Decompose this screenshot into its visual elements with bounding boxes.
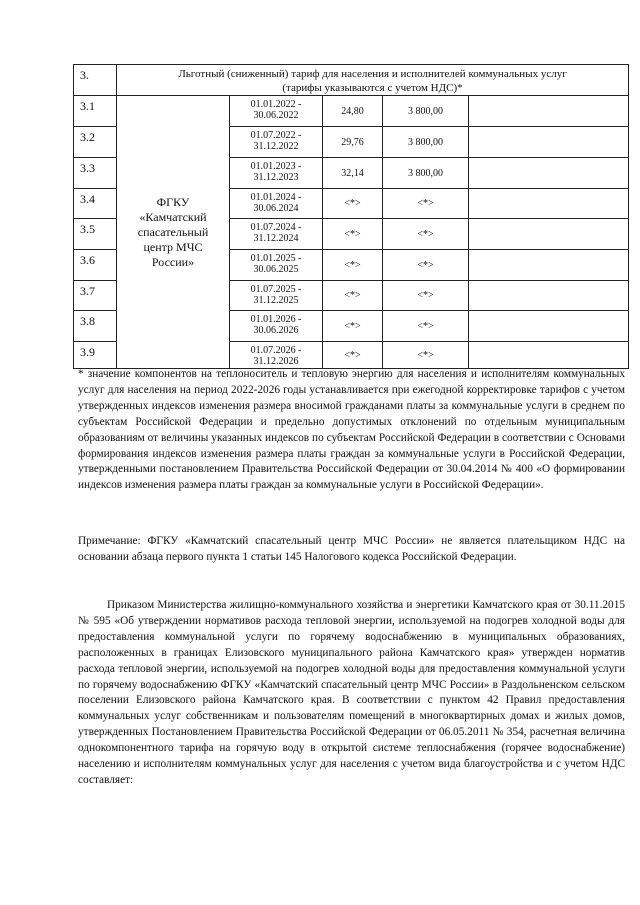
- period: 01.01.2023 - 31.12.2023: [230, 158, 323, 189]
- body-paragraph: Приказом Министерства жилищно-коммунального хозяйства и энергетики Камчатского края от 30.11.2015 № 595 «Об утверждении нормативов расхода тепловой энергии, используемой на подогрев холодной воды для предоставления коммунальной услуги по горячему водоснабжению в муниципальных образованиях, расположенных в границах Елизовского муниципального района Камчатского края» утвержден норматив расхода тепловой энергии, используемой на подогрев холодной воды для предоставления коммунальной услуги по горячему водоснабжению ФГКУ «Камчатский спасательный центр МЧС России» в Раздольненском сельском поселении Елизовского района Камчатского края. В соответствии с пунктом 42 Правил предоставления коммунальных услуг собственникам и пользователям помещений в многоквартирных домах и жилых домов, утвержденных Постановлением Правительства Российской Федерации от 06.05.2011 № 354, расчетная величина однокомпонентного тарифа на горячую воду в открытой системе теплоснабжения (горячее водоснабжение) населению и исполнителям коммунальных услуг для населения с учетом вида благоустройства и с учетом НДС составляет:: [78, 599, 625, 786]
- table-section-header-row: [74, 65, 629, 96]
- value-1: <*>: [323, 311, 383, 342]
- table-row: [74, 96, 629, 127]
- period: 01.07.2025 - 31.12.2025: [230, 281, 323, 311]
- empty-cell: [469, 281, 629, 311]
- period: 01.07.2022 - 31.12.2022: [230, 127, 323, 158]
- empty-cell: [469, 311, 629, 342]
- period: 01.01.2022 - 30.06.2022: [230, 96, 323, 127]
- value-1: 29,76: [323, 127, 383, 158]
- remark: Примечание: ФГКУ «Камчатский спасательный центр МЧС России» не является плательщиком НДС на основании абзаца первого пункта 1 статьи 145 Налогового кодекса Российской Федерации.: [78, 535, 625, 563]
- row-number: 3.9: [74, 342, 117, 369]
- row-number: 3.2: [74, 127, 117, 158]
- period: 01.07.2024 - 31.12.2024: [230, 219, 323, 250]
- value-2: <*>: [383, 281, 469, 311]
- value-1: <*>: [323, 250, 383, 281]
- row-number: 3.7: [74, 281, 117, 311]
- period: 01.01.2024 - 30.06.2024: [230, 189, 323, 219]
- empty-cell: [469, 219, 629, 250]
- value-2: <*>: [383, 219, 469, 250]
- empty-cell: [469, 127, 629, 158]
- value-2: <*>: [383, 311, 469, 342]
- section-title: Льготный (сниженный) тариф для населения и исполнителей коммунальных услуг (тарифы указываются с учетом НДС)*: [117, 65, 629, 96]
- value-1: <*>: [323, 281, 383, 311]
- tariff-table: [73, 64, 629, 369]
- period: 01.07.2026 - 31.12.2026: [230, 342, 323, 369]
- value-2: <*>: [383, 250, 469, 281]
- empty-cell: [469, 96, 629, 127]
- row-number: 3.8: [74, 311, 117, 342]
- empty-cell: [469, 158, 629, 189]
- value-2: 3 800,00: [383, 96, 469, 127]
- value-2: 3 800,00: [383, 158, 469, 189]
- value-2: <*>: [383, 189, 469, 219]
- row-number: 3.4: [74, 189, 117, 219]
- value-1: <*>: [323, 219, 383, 250]
- value-1: 32,14: [323, 158, 383, 189]
- row-number: 3.5: [74, 219, 117, 250]
- value-2: <*>: [383, 342, 469, 369]
- row-number: 3.3: [74, 158, 117, 189]
- row-number: 3.1: [74, 96, 117, 127]
- row-number: 3.6: [74, 250, 117, 281]
- value-1: <*>: [323, 189, 383, 219]
- empty-cell: [469, 342, 629, 369]
- footnote: * значение компонентов на теплоноситель и тепловую энергию для населения и исполнителям коммунальных услуг для населения на период 2022-2026 годы устанавливается при ежегодной корректировке тарифов с учетом утвержденных индексов изменения размера вносимой гражданами платы за коммунальные услуги в среднем по субъектам Российской Федерации и предельно допустимых отклонений по отдельным муниципальным образованиям от величины указанных индексов по субъектам Российской Федерации в соответствии с Основами формирования индексов изменения размера платы граждан за коммунальные услуги в Российской Федерации, утвержденными постановлением Правительства Российской Федерации от 30.04.2014 № 400 «О формировании индексов изменения размера платы граждан за коммунальные услуги в Российской Федерации».: [78, 368, 625, 492]
- organization-name: ФГКУ «Камчатский спасательный центр МЧС России»: [117, 96, 230, 369]
- value-2: 3 800,00: [383, 127, 469, 158]
- period: 01.01.2025 - 30.06.2025: [230, 250, 323, 281]
- empty-cell: [469, 189, 629, 219]
- section-number: 3.: [74, 65, 117, 96]
- value-1: 24,80: [323, 96, 383, 127]
- value-1: <*>: [323, 342, 383, 369]
- period: 01.01.2026 - 30.06.2026: [230, 311, 323, 342]
- empty-cell: [469, 250, 629, 281]
